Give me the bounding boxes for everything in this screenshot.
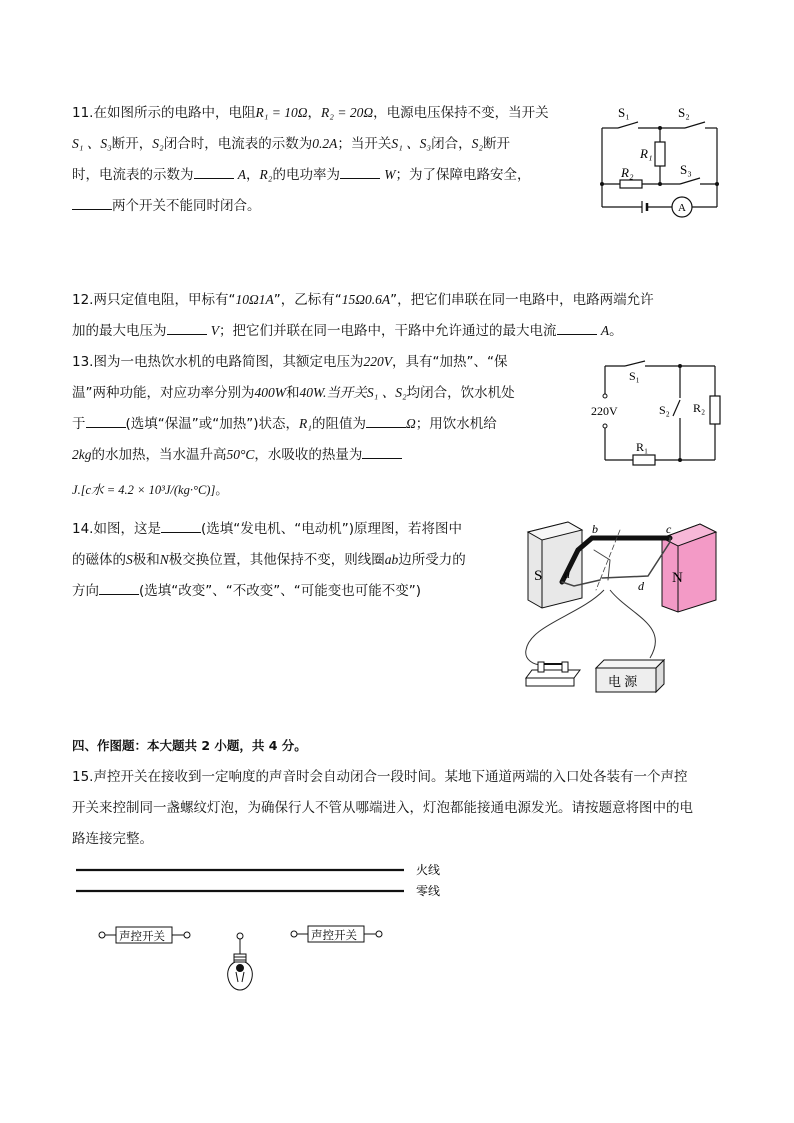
text: ， <box>246 167 260 183</box>
value: 40W <box>299 385 324 400</box>
q15-line3: 路连接完整。 <box>72 831 153 847</box>
q15-wiring-diagram <box>70 858 470 998</box>
text: ，水吸收的热量为 <box>254 447 363 463</box>
q15-line2: 开关来控制同一盏螺纹灯泡，为确保行人不管从哪端进入，灯泡都能接通电源发光。请按题意将图中的电 <box>72 800 693 816</box>
text: (选填“改变”、“不改变”、“可能变也可能不变”) <box>139 583 421 599</box>
unit: A <box>237 167 247 182</box>
coil-label-c: c <box>666 522 672 536</box>
q14-line1 <box>72 519 462 539</box>
text: ”，乙标有“ <box>273 292 342 308</box>
text: 边所受力的 <box>398 552 466 568</box>
answer-blank[interactable] <box>86 414 126 428</box>
sound-switch-right[interactable] <box>291 926 382 942</box>
value: 0.2A <box>312 136 338 151</box>
value: 2kg <box>72 447 92 462</box>
text: 14.如图，这是 <box>72 521 161 537</box>
text: 两个开关不能同时闭合。 <box>112 198 261 214</box>
answer-blank[interactable] <box>161 519 201 533</box>
symbol: R₂ <box>259 167 273 182</box>
q11-line2 <box>72 134 510 154</box>
text: 方向 <box>72 583 99 599</box>
value: 400W <box>254 385 286 400</box>
r1-label: R₁ <box>636 440 649 454</box>
text: 断开 <box>483 136 511 152</box>
ammeter-label: A <box>678 202 686 214</box>
symbol: S₁ 、S₃ <box>72 136 112 151</box>
q13-line1 <box>72 352 507 372</box>
text: ”，把它们串联在同一电路中，电路两端允许 <box>390 292 654 308</box>
text: 均闭合，饮水机处 <box>406 385 515 401</box>
s2-label: S₂ <box>678 105 690 120</box>
q13-line4 <box>72 445 402 465</box>
q13-line3 <box>72 414 497 434</box>
text: 在如图所示的电路中，电阻 <box>93 105 256 121</box>
unit: J <box>72 483 78 497</box>
text: 的阻值为 <box>311 416 366 432</box>
q11-number: 11. <box>72 105 94 121</box>
text: 时，电流表的示数为 <box>72 167 194 183</box>
text: 。 <box>609 323 623 339</box>
text: 加的最大电压为 <box>72 323 167 339</box>
text: ；当开关 <box>337 136 392 152</box>
text: 的电功率为 <box>272 167 340 183</box>
text: .当开关 <box>323 385 367 400</box>
s-magnet <box>528 522 582 608</box>
r2-label: R₂ <box>621 165 634 180</box>
text: 极和 <box>132 552 160 568</box>
text: ，具有“加热”、“保 <box>391 354 508 370</box>
symbol: S <box>126 552 133 567</box>
symbol: S₂ <box>152 136 164 151</box>
s2-label: S₂ <box>659 403 670 417</box>
symbol: S₂ <box>471 136 484 151</box>
q12-line1 <box>72 290 654 310</box>
switch-label: 声控开关 <box>311 930 357 942</box>
q13-circuit-diagram <box>591 358 725 468</box>
text: ；用饮水机给 <box>415 416 497 432</box>
q15-line1: 15.声控开关在接收到一定响度的声音时会自动闭合一段时间。某地下通道两端的入口处各装有一个声控 <box>72 769 688 785</box>
q12-line2 <box>72 321 623 341</box>
unit: W <box>384 167 396 182</box>
symbol: ab <box>384 552 399 567</box>
text: 于 <box>72 416 86 432</box>
coil-label-d: d <box>638 579 644 593</box>
symbol: R₁ <box>299 416 312 431</box>
sound-switch-left[interactable] <box>99 927 190 943</box>
answer-blank[interactable] <box>557 321 597 335</box>
q13-line2 <box>72 383 515 403</box>
text: 。 <box>215 482 228 497</box>
text: ，电源电压保持不变，当开关 <box>373 105 549 121</box>
formula: .[c水 = 4.2 × 10³J/(kg·°C)] <box>77 483 216 497</box>
answer-blank[interactable] <box>194 165 234 179</box>
n-pole-label: N <box>672 570 683 586</box>
answer-blank[interactable] <box>366 414 406 428</box>
s1-label: S₁ <box>618 105 630 120</box>
text: 12.两只定值电阻，甲标有“ <box>72 292 236 308</box>
symbol: N <box>159 552 169 567</box>
switch-label: 声控开关 <box>119 931 165 943</box>
unit: Ω <box>405 416 416 431</box>
answer-blank[interactable] <box>167 321 207 335</box>
text: 闭合， <box>431 136 472 152</box>
value: 50°C <box>226 447 255 462</box>
s-pole-label: S <box>534 568 543 584</box>
knife-switch <box>526 662 580 686</box>
s3-label: S₃ <box>680 162 692 177</box>
text: 和 <box>286 385 300 401</box>
light-bulb[interactable] <box>228 933 253 990</box>
q14-line3 <box>72 581 421 601</box>
text: 的水加热，当水温升高 <box>91 447 227 463</box>
q11-line4 <box>72 196 261 216</box>
voltage-label: 220V <box>591 404 618 418</box>
answer-blank[interactable] <box>340 165 380 179</box>
r1-label: R₁ <box>640 146 653 161</box>
answer-blank[interactable] <box>72 196 112 210</box>
answer-blank[interactable] <box>362 445 402 459</box>
text: 13.图为一电热饮水机的电路简图，其额定电压为 <box>72 354 364 370</box>
coil-label-b: b <box>592 522 598 536</box>
text: 的磁体的 <box>72 552 126 568</box>
section-4-title: 四、作图题：本大题共 2 小题，共 4 分。 <box>72 738 307 753</box>
r1-eq: R₁ = 10Ω <box>255 105 308 120</box>
q13-line5 <box>72 480 228 500</box>
value: 15Ω0.6A <box>341 292 391 307</box>
q11-line1: 11.在如图所示的电路中，电阻R₁ = 10Ω，R₂ = 20Ω，电源电压保持不变，当开关 <box>72 105 549 121</box>
power-label: 电 源 <box>608 674 638 689</box>
unit: A <box>600 323 610 338</box>
answer-blank[interactable] <box>99 581 139 595</box>
r2-label: R₂ <box>693 401 706 415</box>
s1-label: S₁ <box>629 369 640 383</box>
unit: V <box>210 323 220 338</box>
symbol: S₁ 、S₃ <box>391 136 432 151</box>
symbol: S₁ 、S₂ <box>366 385 407 400</box>
neutral-label: 零线 <box>416 884 441 898</box>
q14-motor-diagram <box>520 520 730 700</box>
q11-circuit-diagram <box>590 100 730 225</box>
text: 闭合时，电流表的示数为 <box>163 136 313 152</box>
value: 10Ω1A <box>235 292 274 307</box>
coil-label-a: a <box>564 567 570 581</box>
text: (选填“发电机、“电动机”)原理图，若将图中 <box>200 521 462 537</box>
text: (选填“保温”或“加热”)状态， <box>125 416 300 432</box>
q11-line3 <box>72 165 531 185</box>
text: 极交换位置，其他保持不变，则线圈 <box>168 552 385 568</box>
text: ；把它们并联在同一电路中，干路中允许通过的最大电流 <box>219 323 557 339</box>
value: 220V <box>363 354 392 369</box>
live-label: 火线 <box>416 863 441 877</box>
text: 断开， <box>111 136 153 152</box>
text: ；为了保障电路安全， <box>395 167 531 183</box>
r2-eq: R₂ = 20Ω <box>321 105 374 120</box>
q14-line2 <box>72 550 466 570</box>
text: 温”两种功能，对应功率分别为 <box>72 385 255 401</box>
